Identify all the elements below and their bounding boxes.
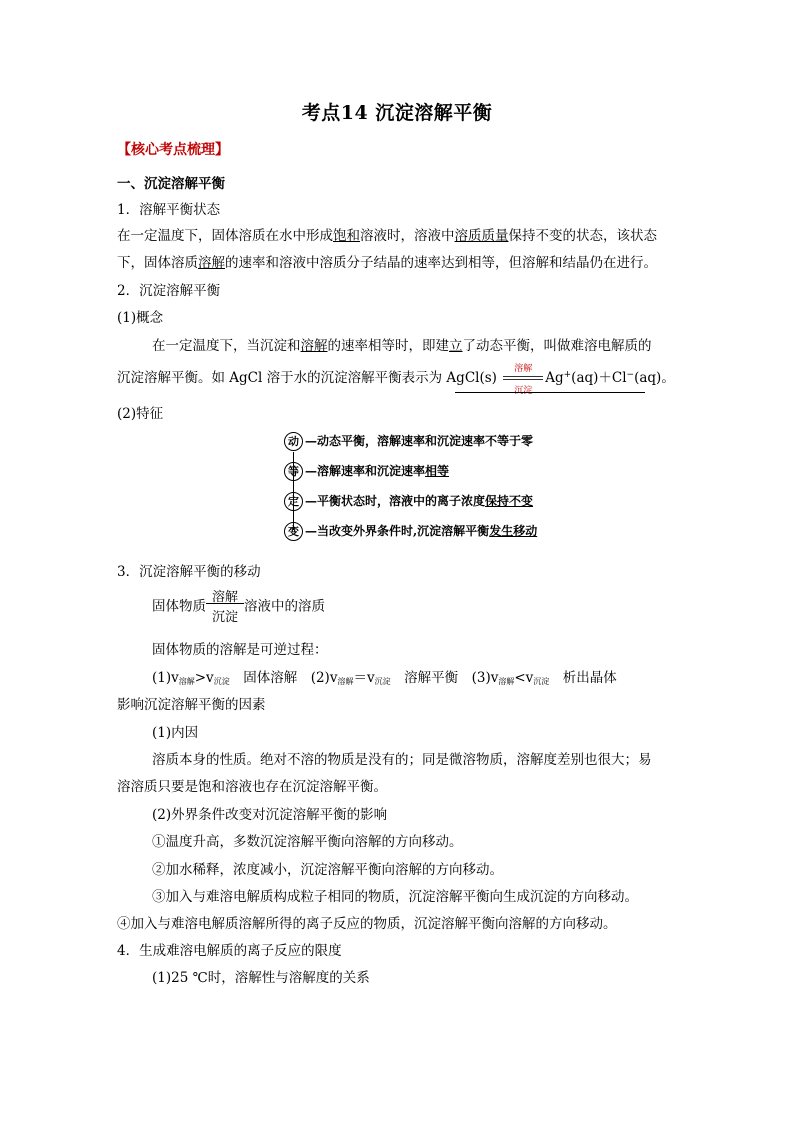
s3-reversible: 固体物质的溶解是可逆过程： [152,642,328,658]
subscript: 沉淀 [213,677,230,686]
s2-text: 的速率相等时，即建 [327,338,449,354]
s3-text: 溶解平衡 (3)v [390,670,499,686]
s1-para-line2 [117,251,657,271]
s1-text: 的速率和溶液中溶质分子结晶的速率达到相等，但溶解和结晶仍在进行。 [225,255,657,271]
s3-external-item-4: ④加入与难溶电解质溶解所得的离子反应的物质，沉淀溶解平衡向溶解的方向移动。 [117,916,617,932]
s2-text: 在一定温度下，当沉淀和 [152,338,301,354]
feature-item-deng [284,462,449,481]
equation-product: (aq)＋Cl [571,370,627,386]
feature-mark: 变 [284,522,303,541]
feature-item-dong [284,432,533,451]
feature-underline: 保持不变 [485,494,534,508]
equilibrium-arrow [501,363,545,396]
s3-text: 固体溶解 (2)v [229,670,338,686]
s3-text: >v [194,670,214,686]
arrow-bottom-label: 沉淀 [514,385,533,396]
s2-concept-label: (1)概念 [117,310,164,326]
s3-text: <v [514,670,534,686]
s2-heading: 2．沉淀溶解平衡 [117,283,221,299]
feature-underline: 发生移动 [489,524,538,538]
feature-text: —平衡状态时，溶液中的离子浓度 [305,494,486,508]
feature-text: —动态平衡，溶解速率和沉淀速率不等于零 [305,434,534,448]
s1-heading: 1．溶解平衡状态 [117,202,221,218]
s2-underline-dissolve: 溶解 [300,338,328,354]
fraction-top: 溶解 [211,590,238,605]
s1-text: 保持不变的状态，该状态 [508,228,657,244]
s3-conditions [152,666,617,687]
equation-underline [455,392,645,393]
s2-underline-li: 立 [449,338,463,354]
s3-external-item-2: ②加水稀释，浓度减小，沉淀溶解平衡向溶解的方向移动。 [152,862,503,878]
subscript: 沉淀 [374,677,391,686]
equation-reactant: AgCl(s) [446,370,497,386]
s3-text: (1)v [152,670,179,686]
feature-item-bian [284,522,537,541]
feature-mark: 定 [284,492,303,511]
subscript: 溶解 [178,677,195,686]
s2-concept-line2 [117,363,675,396]
dissolve-precipitate-fraction [206,590,244,625]
feature-underline: 相等 [425,464,450,478]
subscript: 溶解 [498,677,515,686]
section-1-heading: 一、沉淀溶解平衡 [117,176,225,192]
feature-mark: 动 [284,432,303,451]
s1-para-line1 [117,224,657,244]
equation-product: Ag [545,370,564,386]
s3-external-label: (2)外界条件改变对沉淀溶解平衡的影响 [152,807,388,823]
s3-heading: 3．沉淀溶解平衡的移动 [117,564,261,580]
s3-text: 析出晶体 [549,670,617,686]
subscript: 溶解 [337,677,354,686]
s1-text: 下，固体溶质 [117,255,198,271]
s4-sub1: (1)25 ℃时，溶解性与溶解度的关系 [152,970,370,986]
s4-heading: 4．生成难溶电解质的离子反应的限度 [117,943,342,959]
feature-mark: 等 [284,462,303,481]
s2-feature-label: (2)特征 [117,406,164,422]
s3-internal-line1: 溶质本身的性质。绝对不溶的物质是没有的；同是微溶物质，溶解度差别也很大；易 [152,752,652,768]
s1-text: 溶液时，溶液中 [360,228,455,244]
s3-text: 溶液中的溶质 [244,598,325,615]
s1-underline-mass: 溶质质量 [454,228,509,244]
s2-text: 沉淀溶解平衡。如 AgCl 溶于水的沉淀溶解平衡表示为 [117,370,447,386]
s3-external-item-1: ①温度升高，多数沉淀溶解平衡向溶解的方向移动。 [152,834,463,850]
feature-text: —溶解速率和沉淀速率 [305,464,426,478]
equation-charge: − [626,370,635,380]
feature-item-ding [284,492,533,511]
arrow-top-label: 溶解 [514,363,533,374]
s3-text: 固体物质 [152,598,206,615]
core-heading: 【核心考点梳理】 [117,142,229,158]
equation-charge: + [563,370,572,380]
page-title: 考点14 沉淀溶解平衡 [301,102,493,124]
s1-text: 在一定温度下，固体溶质在水中形成 [117,228,333,244]
s2-text: 了动态平衡，叫做难溶电解质的 [462,338,652,354]
subscript: 沉淀 [533,677,550,686]
s3-process [152,590,325,625]
s1-underline-dissolve: 溶解 [198,255,225,271]
s3-external-item-3: ③加入与难溶电解质构成粒子相同的物质，沉淀溶解平衡向生成沉淀的方向移动。 [152,889,638,905]
s2-concept-line1 [152,334,652,354]
feature-text: —当改变外界条件时,沉淀溶解平衡 [305,524,490,538]
s3-text: ＝v [353,670,375,686]
fraction-bottom: 沉淀 [211,610,238,625]
equation-product: (aq)。 [634,370,675,386]
s3-internal-line2: 溶溶质只要是饱和溶液也存在沉淀溶解平衡。 [117,779,387,795]
s3-factors: 影响沉淀溶解平衡的因素 [117,697,266,713]
s3-internal-label: (1)内因 [152,725,199,741]
s1-underline-saturated: 饱和 [333,228,360,244]
